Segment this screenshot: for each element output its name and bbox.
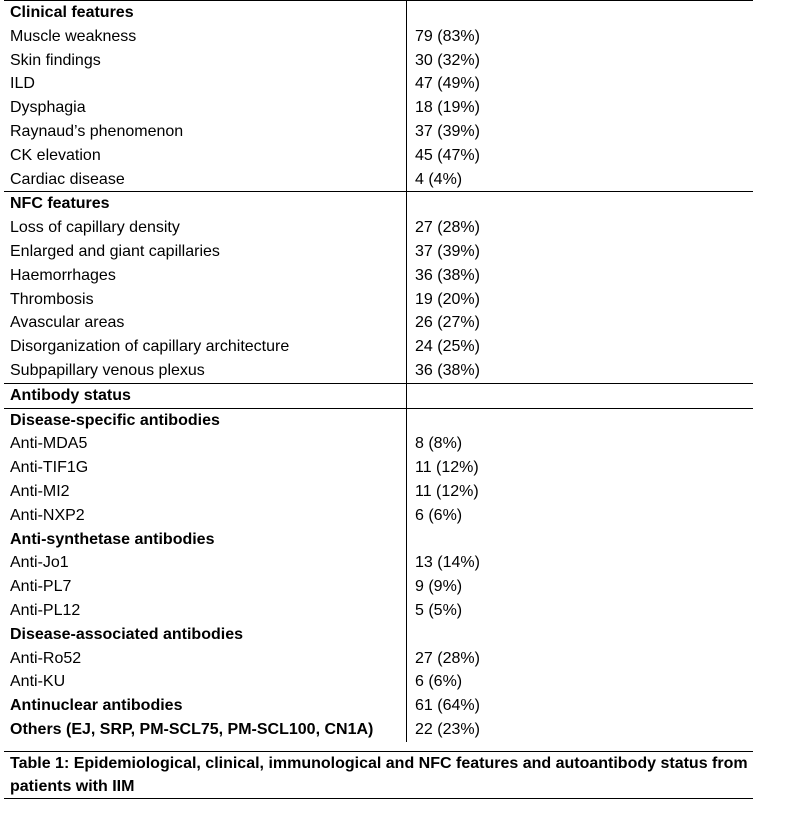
row-label: Skin findings [4, 49, 407, 73]
row-value: 18 (19%) [415, 99, 480, 117]
row-value [407, 384, 753, 408]
table-row [4, 264, 753, 288]
row-label: NFC features [4, 192, 407, 216]
row-label: Loss of capillary density [4, 216, 407, 240]
table-row [4, 647, 753, 671]
row-value: 26 (27%) [415, 314, 480, 332]
row-label: Disease-associated antibodies [4, 623, 407, 647]
table-row [4, 96, 753, 120]
row-label: Avascular areas [4, 311, 407, 335]
row-label: Anti-KU [4, 670, 407, 694]
table-row [4, 25, 753, 49]
row-label: Anti-MDA5 [4, 432, 407, 456]
table-row [4, 670, 753, 694]
row-value: 22 (23%) [415, 720, 480, 738]
table-row [4, 311, 753, 335]
features-table [4, 0, 753, 742]
table-row [4, 120, 753, 144]
row-label: Anti-TIF1G [4, 456, 407, 480]
table-row [4, 551, 753, 575]
row-label: Dysphagia [4, 96, 407, 120]
row-label: Others (EJ, SRP, PM-SCL75, PM-SCL100, CN1A) [4, 718, 407, 742]
table-row [4, 623, 753, 647]
row-label: Clinical features [4, 1, 407, 25]
row-value: 27 (28%) [415, 649, 480, 667]
row-label: Anti-PL7 [4, 575, 407, 599]
row-value [407, 623, 753, 647]
row-value: 24 (25%) [415, 338, 480, 356]
row-label: Antinuclear antibodies [4, 694, 407, 718]
row-label: Anti-NXP2 [4, 504, 407, 528]
row-value: 37 (39%) [415, 122, 480, 140]
row-label: Raynaud’s phenomenon [4, 120, 407, 144]
table-row [4, 383, 753, 408]
row-value: 13 (14%) [415, 554, 480, 572]
table-row [4, 72, 753, 96]
row-value: 27 (28%) [415, 219, 480, 237]
row-label: Enlarged and giant capillaries [4, 240, 407, 264]
table-row [4, 480, 753, 504]
row-value: 11 (12%) [415, 459, 479, 477]
row-value: 9 (9%) [415, 578, 463, 596]
row-label: Disease-specific antibodies [4, 409, 407, 433]
row-label: Haemorrhages [4, 264, 407, 288]
row-value [407, 192, 753, 216]
row-label: Anti-Jo1 [4, 551, 407, 575]
row-value: 79 (83%) [415, 27, 480, 45]
row-value: 36 (38%) [415, 361, 480, 379]
row-label: Anti-PL12 [4, 599, 407, 623]
row-label: Anti-Ro52 [4, 647, 407, 671]
row-value: 6 (6%) [415, 506, 463, 524]
table-row [4, 288, 753, 312]
table-row [4, 144, 753, 168]
row-label: Muscle weakness [4, 25, 407, 49]
row-value: 37 (39%) [415, 242, 480, 260]
row-value: 47 (49%) [415, 75, 480, 93]
row-value: 4 (4%) [415, 170, 463, 188]
row-value: 8 (8%) [415, 435, 463, 453]
row-value [407, 1, 753, 25]
table-row [4, 432, 753, 456]
row-label: Cardiac disease [4, 168, 407, 192]
row-value: 45 (47%) [415, 146, 480, 164]
table-row [4, 456, 753, 480]
row-value: 6 (6%) [415, 673, 463, 691]
table-row [4, 694, 753, 718]
row-label: Subpapillary venous plexus [4, 359, 407, 383]
row-value: 30 (32%) [415, 51, 480, 69]
row-value: 61 (64%) [415, 697, 480, 715]
row-label: Antibody status [4, 384, 407, 408]
row-value: 36 (38%) [415, 266, 480, 284]
table-row [4, 168, 753, 192]
row-label: ILD [4, 72, 407, 96]
table-row [4, 49, 753, 73]
table-row [4, 335, 753, 359]
row-label: Disorganization of capillary architecture [4, 335, 407, 359]
row-value: 19 (20%) [415, 290, 480, 308]
row-label: Thrombosis [4, 288, 407, 312]
table-row [4, 240, 753, 264]
table-row [4, 504, 753, 528]
table-row [4, 1, 753, 25]
row-label: Anti-synthetase antibodies [4, 528, 407, 552]
row-value: 5 (5%) [415, 601, 463, 619]
row-value [407, 528, 753, 552]
row-value: 11 (12%) [415, 482, 479, 500]
table-caption: Table 1: Epidemiological, clinical, immunological and NFC features and autoantibody status from patients with IIM [4, 751, 753, 799]
table-row [4, 359, 753, 383]
table-row [4, 575, 753, 599]
row-label: Anti-MI2 [4, 480, 407, 504]
table-row [4, 599, 753, 623]
table-row [4, 191, 753, 216]
table-row [4, 216, 753, 240]
table-row [4, 408, 753, 433]
row-label: CK elevation [4, 144, 407, 168]
row-value [407, 409, 753, 433]
table-row [4, 718, 753, 742]
table-row [4, 528, 753, 552]
